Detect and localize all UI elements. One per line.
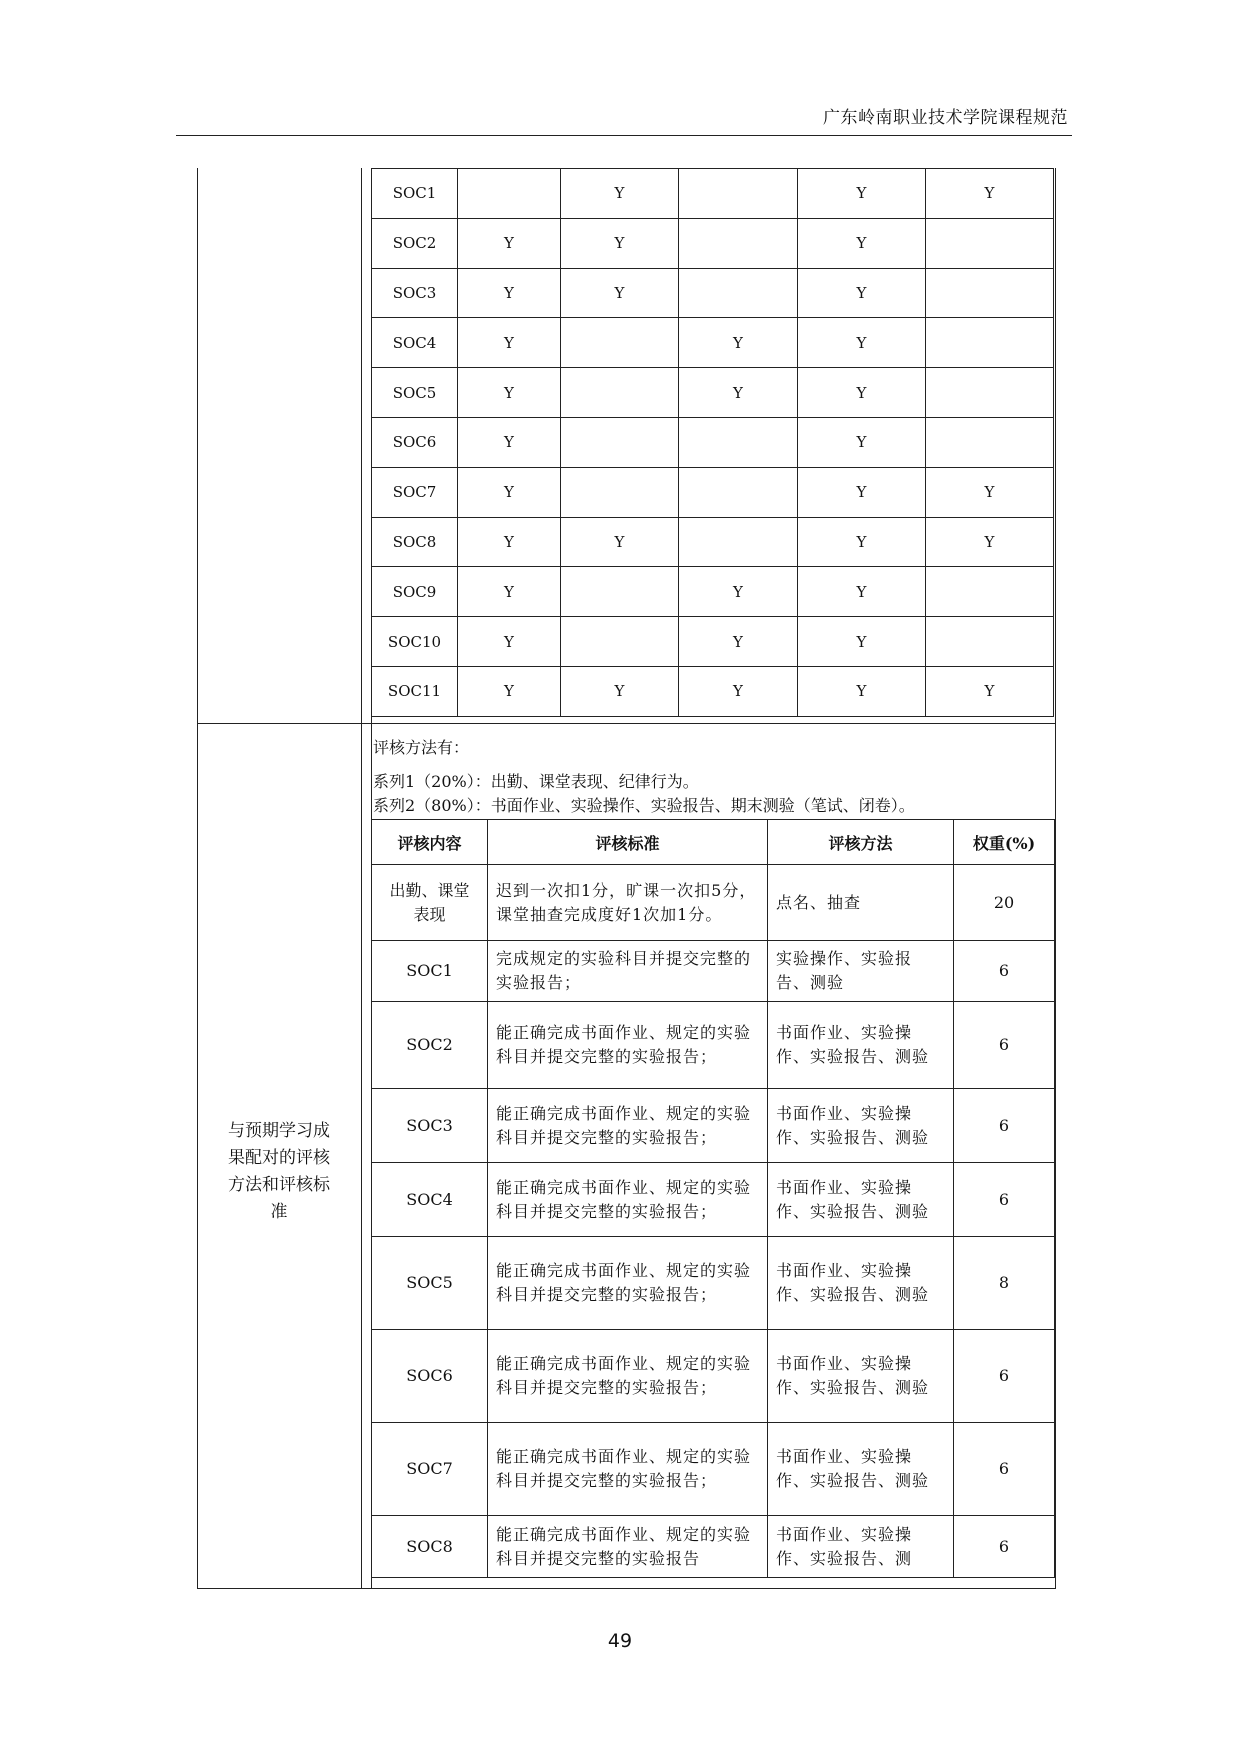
soc-cell [679, 268, 798, 318]
soc-matrix-row [372, 218, 1054, 268]
assessment-weight-cell: 6 [954, 1089, 1055, 1163]
assessment-row [372, 941, 1055, 1002]
assessment-weight-cell: 6 [954, 1423, 1055, 1516]
assessment-standard-cell: 能正确完成书面作业、规定的实验科目并提交完整的实验报告； [488, 1237, 768, 1330]
assessment-weight-cell: 6 [954, 941, 1055, 1002]
assessment-standard-cell: 能正确完成书面作业、规定的实验科目并提交完整的实验报告； [488, 1423, 768, 1516]
soc-cell: Y [798, 567, 926, 617]
soc-cell: Y [458, 567, 561, 617]
soc-cell: Y [798, 268, 926, 318]
soc-cell [926, 268, 1054, 318]
assessment-header-row [372, 820, 1055, 865]
soc-cell: Y [458, 417, 561, 467]
soc-label: SOC3 [372, 268, 458, 318]
assessment-weight-cell: 6 [954, 1002, 1055, 1089]
assessment-method-cell: 书面作业、实验操作、实验报告、测 [768, 1516, 954, 1578]
soc-cell: Y [561, 666, 679, 716]
assessment-standard-cell: 能正确完成书面作业、规定的实验科目并提交完整的实验报告 [488, 1516, 768, 1578]
assessment-standard-cell: 能正确完成书面作业、规定的实验科目并提交完整的实验报告； [488, 1089, 768, 1163]
soc-label: SOC6 [372, 417, 458, 467]
assessment-weight-cell: 6 [954, 1330, 1055, 1423]
soc-label: SOC11 [372, 666, 458, 716]
soc-cell [926, 617, 1054, 667]
soc-label: SOC2 [372, 218, 458, 268]
assessment-method-cell: 点名、抽查 [768, 865, 954, 941]
soc-cell: Y [798, 467, 926, 517]
assessment-standard-cell: 完成规定的实验科目并提交完整的实验报告； [488, 941, 768, 1002]
soc-cell: Y [798, 417, 926, 467]
assessment-weight-cell: 20 [954, 865, 1055, 941]
assessment-content-cell: SOC8 [372, 1516, 488, 1578]
soc-cell [561, 417, 679, 467]
soc-cell: Y [458, 218, 561, 268]
assessment-table [371, 819, 1055, 1578]
soc-label: SOC9 [372, 567, 458, 617]
soc-cell: Y [458, 666, 561, 716]
soc-label: SOC10 [372, 617, 458, 667]
soc-label: SOC4 [372, 318, 458, 368]
assessment-content-cell: SOC2 [372, 1002, 488, 1089]
soc-matrix-row [372, 169, 1054, 219]
soc-cell: Y [458, 368, 561, 418]
soc-matrix-row [372, 318, 1054, 368]
assessment-section-label [197, 1118, 361, 1226]
assessment-method-cell: 书面作业、实验操作、实验报告、测验 [768, 1330, 954, 1423]
soc-cell: Y [798, 517, 926, 567]
assessment-method-cell: 书面作业、实验操作、实验报告、测验 [768, 1163, 954, 1237]
soc-matrix-table [371, 168, 1054, 717]
assessment-method-cell: 书面作业、实验操作、实验报告、测验 [768, 1423, 954, 1516]
header-weight: 权重(%) [954, 820, 1055, 865]
assessment-content-cell: 出勤、课堂表现 [372, 865, 488, 941]
assessment-standard-cell: 能正确完成书面作业、规定的实验科目并提交完整的实验报告； [488, 1330, 768, 1423]
soc-matrix-row [372, 417, 1054, 467]
soc-cell: Y [458, 318, 561, 368]
soc-cell: Y [458, 268, 561, 318]
assessment-weight-cell: 8 [954, 1237, 1055, 1330]
soc-matrix-row [372, 368, 1054, 418]
header-rule [176, 135, 1072, 136]
soc-cell [561, 567, 679, 617]
soc-label: SOC5 [372, 368, 458, 418]
soc-cell [561, 368, 679, 418]
assessment-content-cell: SOC1 [372, 941, 488, 1002]
assessment-standard-cell: 能正确完成书面作业、规定的实验科目并提交完整的实验报告； [488, 1163, 768, 1237]
soc-cell: Y [679, 368, 798, 418]
assessment-content-cell: SOC7 [372, 1423, 488, 1516]
soc-cell [679, 169, 798, 219]
soc-cell: Y [561, 169, 679, 219]
assessment-method-cell: 书面作业、实验操作、实验报告、测验 [768, 1089, 954, 1163]
soc-cell [926, 567, 1054, 617]
soc-cell: Y [679, 318, 798, 368]
header-method: 评核方法 [768, 820, 954, 865]
soc-cell [926, 318, 1054, 368]
assessment-row [372, 865, 1055, 941]
soc-cell: Y [679, 617, 798, 667]
soc-cell: Y [798, 318, 926, 368]
assessment-row [372, 1516, 1055, 1578]
section-divider [197, 723, 1055, 724]
soc-label: SOC1 [372, 169, 458, 219]
assessment-weight-cell: 6 [954, 1163, 1055, 1237]
assessment-methods-intro [373, 736, 915, 818]
soc-cell: Y [798, 218, 926, 268]
soc-cell [679, 467, 798, 517]
soc-cell: Y [798, 666, 926, 716]
page-number: 49 [607, 1630, 633, 1652]
document-header-title: 广东岭南职业技术学院课程规范 [823, 108, 1068, 128]
soc-cell: Y [561, 268, 679, 318]
soc-cell [679, 517, 798, 567]
methods-intro-text: 评核方法有： [373, 738, 470, 757]
assessment-section-label-text: 与预期学习成果配对的评核方法和评核标准 [228, 1121, 330, 1222]
assessment-row [372, 1330, 1055, 1423]
soc-cell [561, 467, 679, 517]
soc-matrix-row [372, 467, 1054, 517]
soc-cell [679, 218, 798, 268]
header-standard: 评核标准 [488, 820, 768, 865]
soc-cell: Y [798, 169, 926, 219]
assessment-method-cell: 书面作业、实验操作、实验报告、测验 [768, 1002, 954, 1089]
soc-cell: Y [798, 368, 926, 418]
assessment-method-cell: 书面作业、实验操作、实验报告、测验 [768, 1237, 954, 1330]
soc-cell: Y [926, 517, 1054, 567]
header-content: 评核内容 [372, 820, 488, 865]
soc-cell: Y [561, 218, 679, 268]
soc-matrix-row [372, 268, 1054, 318]
soc-label: SOC7 [372, 467, 458, 517]
assessment-row [372, 1163, 1055, 1237]
assessment-row [372, 1002, 1055, 1089]
soc-cell: Y [458, 617, 561, 667]
soc-cell: Y [926, 666, 1054, 716]
soc-cell: Y [679, 567, 798, 617]
assessment-standard-cell: 迟到一次扣1分，旷课一次扣5分，课堂抽查完成度好1次加1分。 [488, 865, 768, 941]
soc-cell: Y [926, 169, 1054, 219]
soc-cell [561, 318, 679, 368]
assessment-standard-cell: 能正确完成书面作业、规定的实验科目并提交完整的实验报告； [488, 1002, 768, 1089]
assessment-content-cell: SOC3 [372, 1089, 488, 1163]
series1-text: 系列1（20%）：出勤、课堂表现、纪律行为。 [373, 772, 699, 791]
assessment-method-cell: 实验操作、实验报告、测验 [768, 941, 954, 1002]
soc-matrix-row [372, 666, 1054, 716]
soc-cell [926, 417, 1054, 467]
assessment-content-cell: SOC5 [372, 1237, 488, 1330]
soc-cell: Y [798, 617, 926, 667]
soc-cell [926, 218, 1054, 268]
left-column-divider [361, 168, 362, 1588]
soc-label: SOC8 [372, 517, 458, 567]
soc-cell: Y [458, 467, 561, 517]
assessment-row [372, 1089, 1055, 1163]
assessment-row [372, 1423, 1055, 1516]
soc-matrix-row [372, 567, 1054, 617]
soc-cell: Y [458, 517, 561, 567]
soc-cell: Y [926, 467, 1054, 517]
soc-cell [679, 417, 798, 467]
soc-cell: Y [561, 517, 679, 567]
assessment-row [372, 1237, 1055, 1330]
assessment-weight-cell: 6 [954, 1516, 1055, 1578]
assessment-content-cell: SOC4 [372, 1163, 488, 1237]
assessment-content-cell: SOC6 [372, 1330, 488, 1423]
soc-matrix-row [372, 617, 1054, 667]
soc-cell: Y [679, 666, 798, 716]
soc-matrix-row [372, 517, 1054, 567]
series2-text: 系列2（80%）：书面作业、实验操作、实验报告、期末测验（笔试、闭卷）。 [373, 796, 915, 815]
soc-cell [458, 169, 561, 219]
soc-cell [561, 617, 679, 667]
soc-cell [926, 368, 1054, 418]
